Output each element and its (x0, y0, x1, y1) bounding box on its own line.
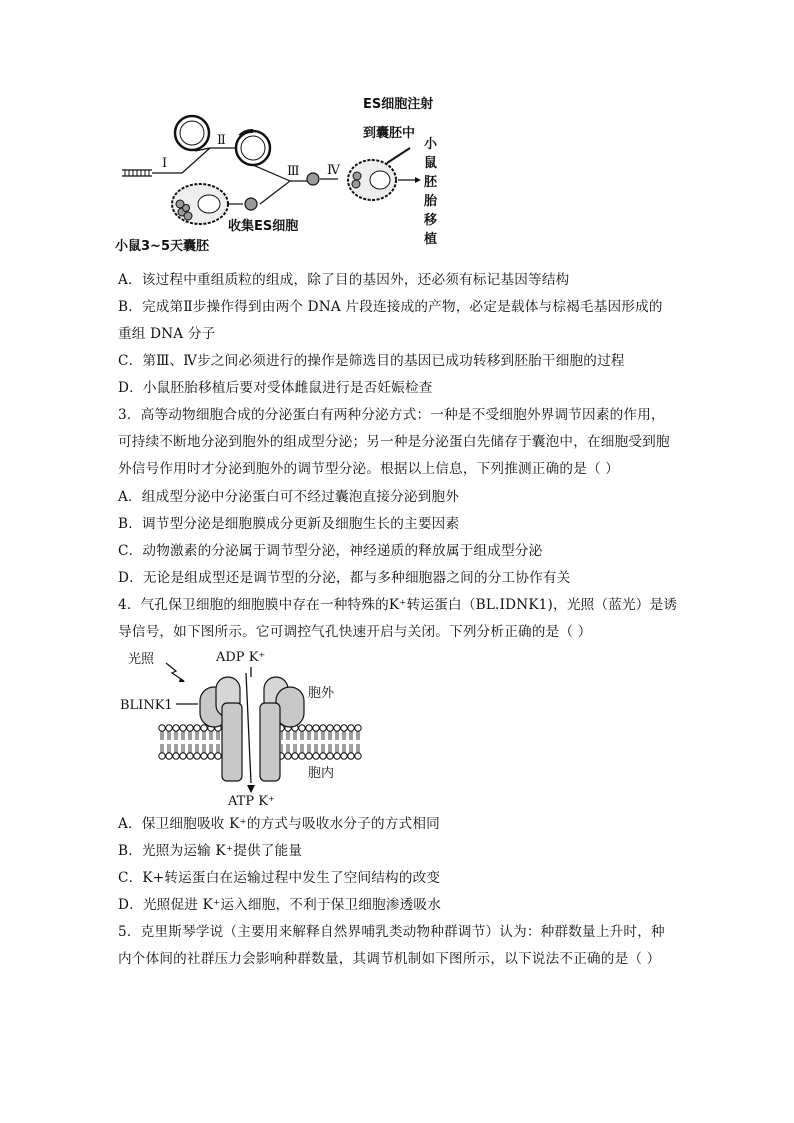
q5-stem-line1: 5．克里斯琴学说（主要用来解释自然界哺乳类动物种群调节）认为：种群数量上升时，种 (118, 924, 665, 940)
svg-text:植: 植 (424, 232, 438, 247)
atp-k-label: ATP K⁺ (228, 794, 275, 809)
svg-text:移: 移 (424, 213, 438, 228)
q3-option-d: D．无论是组成型还是调节型的分泌，都与多种细胞器之间的分工协作有关 (118, 570, 571, 586)
es-cell-diagram (110, 88, 450, 258)
intracellular-label: 胞内 (308, 766, 335, 781)
es-inject-label-2: 到囊胚中 (363, 126, 416, 141)
q2-option-a: A．该过程中重组质粒的组成，除了目的基因外，还必须有标记基因等结构 (118, 272, 570, 288)
q2-option-c: C．第Ⅲ、Ⅳ步之间必须进行的操作是筛选目的基因已成功转移到胚胎干细胞的过程 (118, 353, 625, 369)
injected-blastocyst (348, 148, 410, 200)
step-iii-label: Ⅲ (287, 164, 300, 179)
q4-option-c: C．K+转运蛋白在运输过程中发生了空间结构的改变 (118, 870, 441, 886)
q3-option-b: B．调节型分泌是细胞膜成分更新及细胞生长的主要因素 (118, 516, 460, 532)
q3-stem-line2: 可持续不断地分泌到胞外的组成型分泌；另一种是分泌蛋白先储存于囊泡中，在细胞受到胞 (118, 434, 670, 450)
q2-option-b-line1: B．完成第Ⅱ步操作得到由两个 DNA 片段连接成的产物，必定是载体与棕褐毛基因形成的 (118, 299, 663, 315)
membrane-transporter-diagram (118, 645, 398, 810)
q5-stem-line2: 内个体间的社群压力会影响种群数量，其调节机制如下图所示，以下说法不正确的是（ ） (118, 951, 661, 967)
adp-k-label: ADP K⁺ (216, 650, 266, 665)
light-label: 光照 (128, 652, 155, 667)
q3-option-a: A．组成型分泌中分泌蛋白可不经过囊泡直接分泌到胞外 (118, 489, 460, 505)
q3-option-c: C．动物激素的分泌属于调节型分泌，神经递质的释放属于组成型分泌 (118, 543, 543, 559)
q4-option-b: B．光照为运输 K⁺提供了能量 (118, 843, 303, 859)
svg-text:胎: 胎 (424, 194, 438, 209)
q2-option-d: D．小鼠胚胎移植后要对受体雌鼠进行是否妊娠检查 (118, 380, 433, 396)
svg-text:鼠: 鼠 (424, 156, 438, 171)
q4-stem-line1: 4．气孔保卫细胞的细胞膜中存在一种特殊的K⁺转运蛋白（BL.IDNK1)，光照（蓝光）是诱 (118, 597, 678, 613)
blink1-label: BLINK1 (120, 698, 173, 713)
q4-option-d: D．光照促进 K⁺运入细胞，不利于保卫细胞渗透吸水 (118, 897, 442, 913)
step-ii-label: Ⅱ (217, 133, 226, 148)
collect-es-label: 收集ES细胞 (228, 219, 299, 234)
svg-text:胚: 胚 (424, 175, 438, 190)
step-i-label: Ⅰ (162, 156, 168, 171)
blastocyst-label: 小鼠3~5天囊胚 (115, 239, 209, 254)
q2-option-b-line2: 重组 DNA 分子 (118, 326, 216, 342)
blastocyst-cell (172, 184, 228, 224)
q4-stem-line2: 导信号，如下图所示。它可调控气孔快速开启与关闭。下列分析正确的是（ ） (118, 624, 592, 640)
q3-stem-line1: 3．高等动物细胞合成的分泌蛋白有两种分泌方式：一种是不受细胞外界调节因素的作用， (118, 407, 665, 423)
dna-fragment (122, 170, 152, 176)
q4-option-a: A．保卫细胞吸收 K⁺的方式与吸收水分子的方式相同 (118, 816, 440, 832)
extracellular-label: 胞外 (308, 686, 335, 701)
embryo-transfer-label (423, 137, 438, 247)
q3-stem-line3: 外信号作用时才分泌到胞外的调节型分泌。根据以上信息，下列推测正确的是（ ） (118, 461, 620, 477)
es-inject-label-1: ES细胞注射 (363, 97, 434, 112)
svg-text:小: 小 (424, 137, 438, 152)
step-iv-label: Ⅳ (327, 163, 340, 178)
